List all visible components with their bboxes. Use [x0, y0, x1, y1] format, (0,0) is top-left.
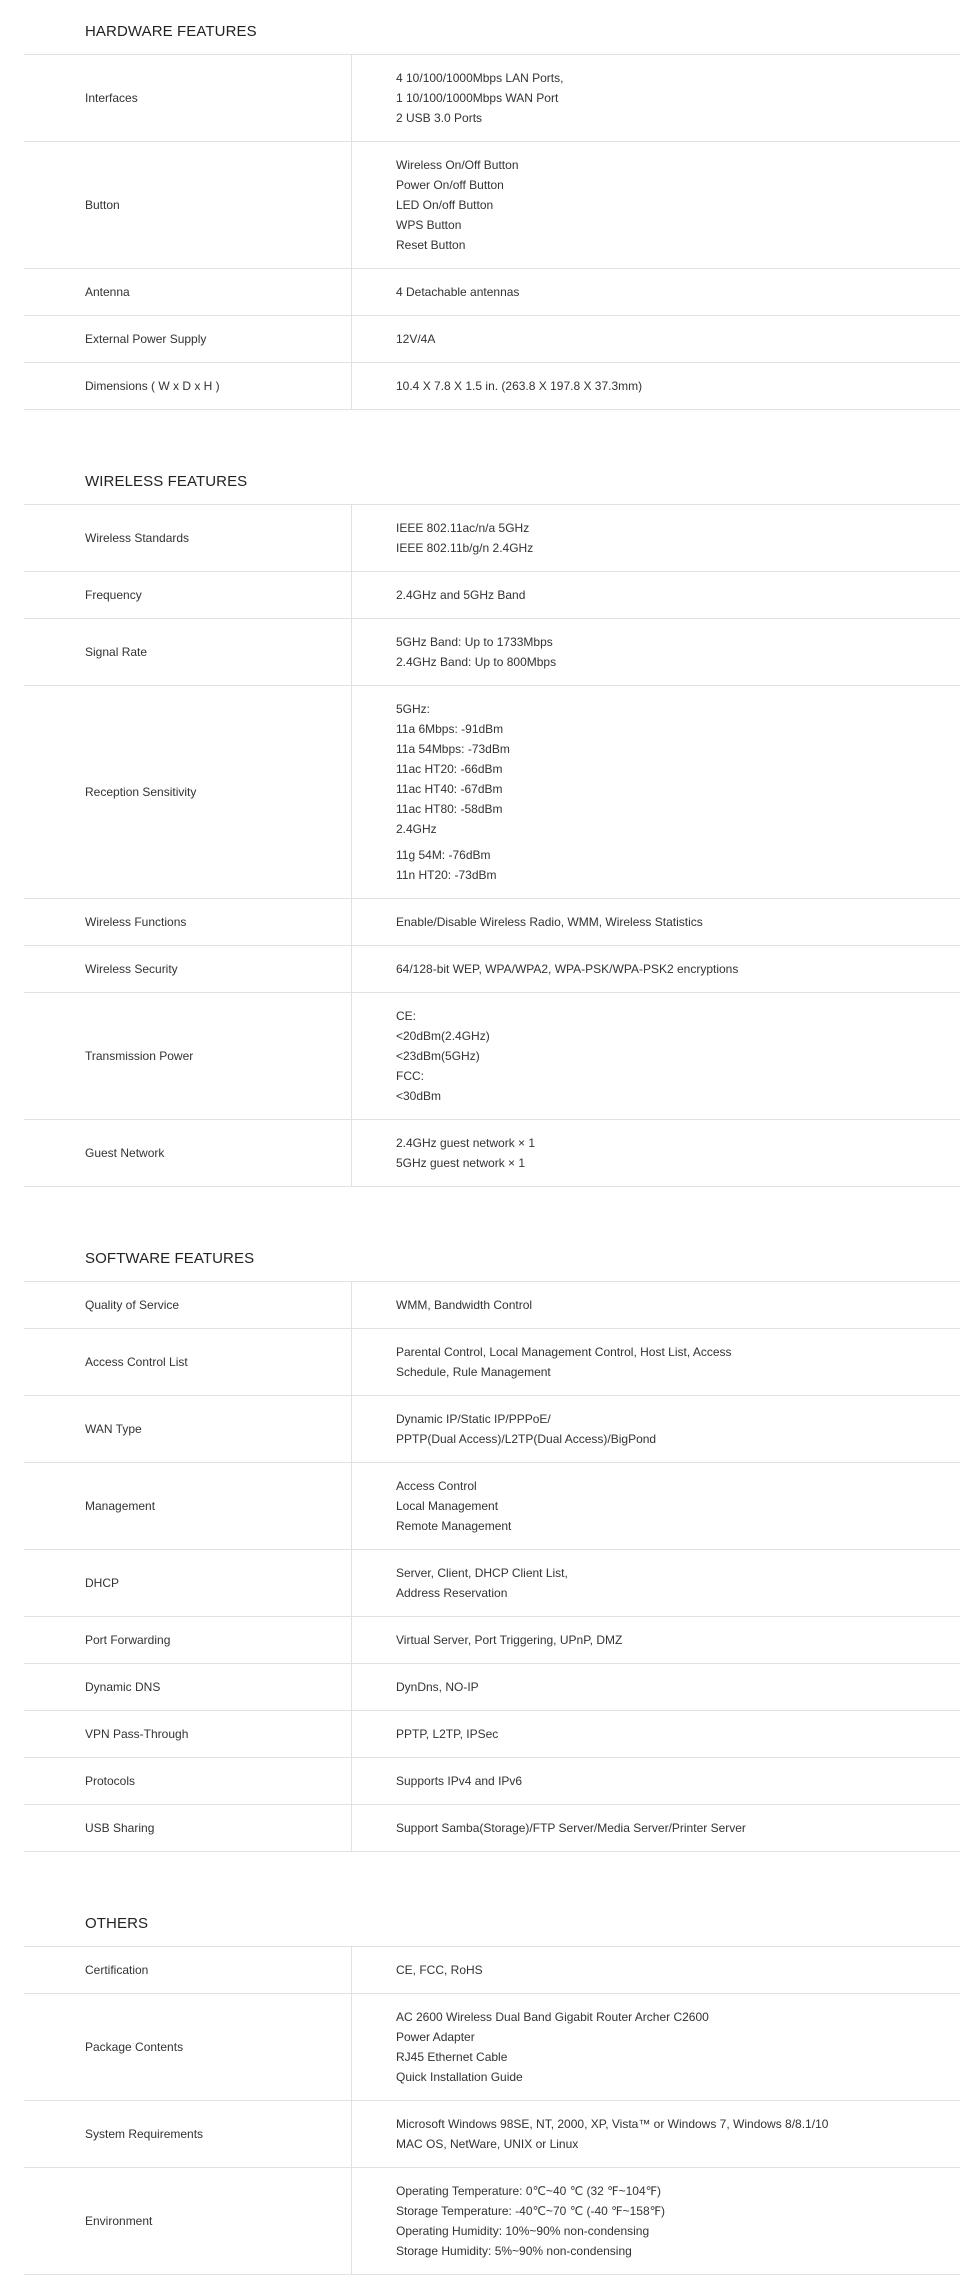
- spec-value: [352, 1550, 960, 1616]
- section-title: SOFTWARE FEATURES: [24, 1227, 960, 1282]
- spec-row: [24, 55, 960, 142]
- spec-label: Port Forwarding: [24, 1617, 352, 1663]
- spec-value-line: Storage Temperature: -40℃~70 ℃ (-40 ℉~158℉): [396, 2204, 666, 2218]
- spec-value-line: WMM, Bandwidth Control: [396, 1298, 533, 1312]
- spec-row: [24, 1396, 960, 1463]
- spec-value-line: Wireless On/Off Button: [396, 158, 519, 172]
- spec-value-line: 11ac HT80: -58dBm: [396, 802, 503, 816]
- spec-value-line: FCC:: [396, 1069, 424, 1083]
- spec-value: [352, 1664, 960, 1710]
- spec-row: [24, 1617, 960, 1664]
- section-spacer: [24, 1187, 960, 1227]
- spec-value-line: Quick Installation Guide: [396, 2070, 523, 2084]
- spec-label: Signal Rate: [24, 619, 352, 685]
- spec-value: [352, 1711, 960, 1757]
- spec-value-line: Local Management: [396, 1499, 499, 1513]
- spec-value: [352, 1463, 960, 1549]
- spec-label: Dimensions ( W x D x H ): [24, 363, 352, 409]
- spec-row: [24, 686, 960, 899]
- spec-label: Management: [24, 1463, 352, 1549]
- spec-value-line: 64/128-bit WEP, WPA/WPA2, WPA-PSK/WPA-PSK2 encryptions: [396, 962, 739, 976]
- spec-value-line: MAC OS, NetWare, UNIX or Linux: [396, 2137, 579, 2151]
- spec-row: [24, 1120, 960, 1187]
- spec-label: Reception Sensitivity: [24, 686, 352, 898]
- spec-value-line: <23dBm(5GHz): [396, 1049, 480, 1063]
- spec-value-line: 12V/4A: [396, 332, 436, 346]
- spec-value-line: AC 2600 Wireless Dual Band Gigabit Router Archer C2600: [396, 2010, 709, 2024]
- spec-value-line: Enable/Disable Wireless Radio, WMM, Wireless Statistics: [396, 915, 703, 929]
- spec-value: [352, 1617, 960, 1663]
- spec-value: [352, 363, 960, 409]
- spec-label: Access Control List: [24, 1329, 352, 1395]
- spec-row: [24, 1805, 960, 1852]
- spec-value-line: Dynamic IP/Static IP/PPPoE/: [396, 1412, 551, 1426]
- spec-value-line: 2.4GHz guest network × 1: [396, 1136, 536, 1150]
- spec-label: VPN Pass-Through: [24, 1711, 352, 1757]
- spec-value-line: Operating Humidity: 10%~90% non-condensing: [396, 2224, 650, 2238]
- spec-value-line: WPS Button: [396, 218, 462, 232]
- spec-label: Transmission Power: [24, 993, 352, 1119]
- spec-value: [352, 2101, 960, 2167]
- spec-label: Protocols: [24, 1758, 352, 1804]
- spec-value-line: Support Samba(Storage)/FTP Server/Media Server/Printer Server: [396, 1821, 746, 1835]
- spec-value-line: 11ac HT20: -66dBm: [396, 762, 503, 776]
- spec-value-line: Power On/off Button: [396, 178, 504, 192]
- spec-value-line: Supports IPv4 and IPv6: [396, 1774, 523, 1788]
- spec-value-line: 2 USB 3.0 Ports: [396, 111, 483, 125]
- spec-value-line: Address Reservation: [396, 1586, 508, 1600]
- spec-value: [352, 316, 960, 362]
- spec-value-line: Virtual Server, Port Triggering, UPnP, DMZ: [396, 1633, 623, 1647]
- spec-value: [352, 505, 960, 571]
- spec-row: [24, 505, 960, 572]
- spec-value: [352, 572, 960, 618]
- spec-value-line: 11n HT20: -73dBm: [396, 868, 497, 882]
- spec-value-line: 4 Detachable antennas: [396, 285, 520, 299]
- spec-value: [352, 142, 960, 268]
- spec-value-line: 2.4GHz Band: Up to 800Mbps: [396, 655, 557, 669]
- section-spacer: [24, 1852, 960, 1892]
- spec-value-line: CE:: [396, 1009, 417, 1023]
- spec-row: [24, 1947, 960, 1994]
- spec-value: [352, 1758, 960, 1804]
- section-title: WIRELESS FEATURES: [24, 450, 960, 505]
- spec-value-line: Microsoft Windows 98SE, NT, 2000, XP, Vista™ or Windows 7, Windows 8/8.1/10: [396, 2117, 829, 2131]
- spec-row: [24, 142, 960, 269]
- spec-row: [24, 1463, 960, 1550]
- spec-table: [24, 0, 960, 2275]
- spec-label: Dynamic DNS: [24, 1664, 352, 1710]
- spec-label: External Power Supply: [24, 316, 352, 362]
- spec-value-line: Operating Temperature: 0℃~40 ℃ (32 ℉~104℉): [396, 2184, 662, 2198]
- spec-value-line: Parental Control, Local Management Control, Host List, Access: [396, 1345, 732, 1359]
- section-spacer: [24, 410, 960, 450]
- spec-label: Package Contents: [24, 1994, 352, 2100]
- spec-value-line: 11a 54Mbps: -73dBm: [396, 742, 510, 756]
- spec-value-line: Remote Management: [396, 1519, 512, 1533]
- spec-row: [24, 899, 960, 946]
- spec-value: [352, 55, 960, 141]
- spec-label: Certification: [24, 1947, 352, 1993]
- spec-value-line: <30dBm: [396, 1089, 442, 1103]
- spec-label: USB Sharing: [24, 1805, 352, 1851]
- spec-value-line: 1 10/100/1000Mbps WAN Port: [396, 91, 559, 105]
- spec-label: Wireless Functions: [24, 899, 352, 945]
- spec-value-line: 11g 54M: -76dBm: [396, 848, 491, 862]
- spec-value-line: IEEE 802.11b/g/n 2.4GHz: [396, 541, 534, 555]
- spec-label: WAN Type: [24, 1396, 352, 1462]
- spec-label: Button: [24, 142, 352, 268]
- spec-value: [352, 1329, 960, 1395]
- spec-value-line: Schedule, Rule Management: [396, 1365, 551, 1379]
- spec-label: Antenna: [24, 269, 352, 315]
- spec-value-line: IEEE 802.11ac/n/a 5GHz: [396, 521, 530, 535]
- section-title: OTHERS: [24, 1892, 960, 1947]
- spec-value-line: 4 10/100/1000Mbps LAN Ports,: [396, 71, 564, 85]
- spec-value: [352, 1120, 960, 1186]
- spec-row: [24, 1711, 960, 1758]
- spec-value: [352, 1282, 960, 1328]
- spec-row: [24, 2168, 960, 2275]
- spec-label: Frequency: [24, 572, 352, 618]
- spec-value: [352, 899, 960, 945]
- spec-value: [352, 1396, 960, 1462]
- spec-value-line: 10.4 X 7.8 X 1.5 in. (263.8 X 197.8 X 37.3mm): [396, 379, 643, 393]
- spec-row: [24, 572, 960, 619]
- spec-value: [352, 269, 960, 315]
- spec-value: [352, 686, 960, 898]
- spec-row: [24, 993, 960, 1120]
- section-title: HARDWARE FEATURES: [24, 0, 960, 55]
- spec-value: [352, 1947, 960, 1993]
- spec-row: [24, 2101, 960, 2168]
- spec-value-line: 5GHz guest network × 1: [396, 1156, 526, 1170]
- spec-value-line: 2.4GHz and 5GHz Band: [396, 588, 526, 602]
- spec-label: Environment: [24, 2168, 352, 2274]
- spec-value: [352, 2168, 960, 2274]
- spec-row: [24, 1664, 960, 1711]
- spec-value-line: LED On/off Button: [396, 198, 494, 212]
- spec-row: [24, 1994, 960, 2101]
- spec-label: Wireless Standards: [24, 505, 352, 571]
- spec-label: DHCP: [24, 1550, 352, 1616]
- spec-value-line: DynDns, NO-IP: [396, 1680, 479, 1694]
- spec-value-line: Access Control: [396, 1479, 477, 1493]
- spec-row: [24, 1329, 960, 1396]
- spec-row: [24, 1282, 960, 1329]
- spec-value-line: 11a 6Mbps: -91dBm: [396, 722, 504, 736]
- spec-value-line: 11ac HT40: -67dBm: [396, 782, 503, 796]
- spec-row: [24, 316, 960, 363]
- spec-value-line: 5GHz:: [396, 702, 431, 716]
- spec-row: [24, 946, 960, 993]
- spec-row: [24, 269, 960, 316]
- spec-label: Wireless Security: [24, 946, 352, 992]
- spec-label: System Requirements: [24, 2101, 352, 2167]
- spec-value: [352, 993, 960, 1119]
- spec-value-line: 5GHz Band: Up to 1733Mbps: [396, 635, 553, 649]
- spec-value-line: Reset Button: [396, 238, 466, 252]
- spec-label: Interfaces: [24, 55, 352, 141]
- spec-value-line: PPTP, L2TP, IPSec: [396, 1727, 499, 1741]
- spec-value-line: Storage Humidity: 5%~90% non-condensing: [396, 2244, 632, 2258]
- spec-value: [352, 1994, 960, 2100]
- spec-value: [352, 946, 960, 992]
- spec-value-line: Power Adapter: [396, 2030, 475, 2044]
- spec-label: Guest Network: [24, 1120, 352, 1186]
- spec-row: [24, 619, 960, 686]
- spec-row: [24, 1550, 960, 1617]
- spec-row: [24, 363, 960, 410]
- spec-value-line: PPTP(Dual Access)/L2TP(Dual Access)/BigPond: [396, 1432, 657, 1446]
- spec-value: [352, 1805, 960, 1851]
- spec-value-line: RJ45 Ethernet Cable: [396, 2050, 508, 2064]
- spec-value-line: Server, Client, DHCP Client List,: [396, 1566, 568, 1580]
- spec-value-line: 2.4GHz: [396, 822, 437, 836]
- spec-value-line: <20dBm(2.4GHz): [396, 1029, 490, 1043]
- spec-value: [352, 619, 960, 685]
- spec-row: [24, 1758, 960, 1805]
- spec-value-line: CE, FCC, RoHS: [396, 1963, 483, 1977]
- spec-label: Quality of Service: [24, 1282, 352, 1328]
